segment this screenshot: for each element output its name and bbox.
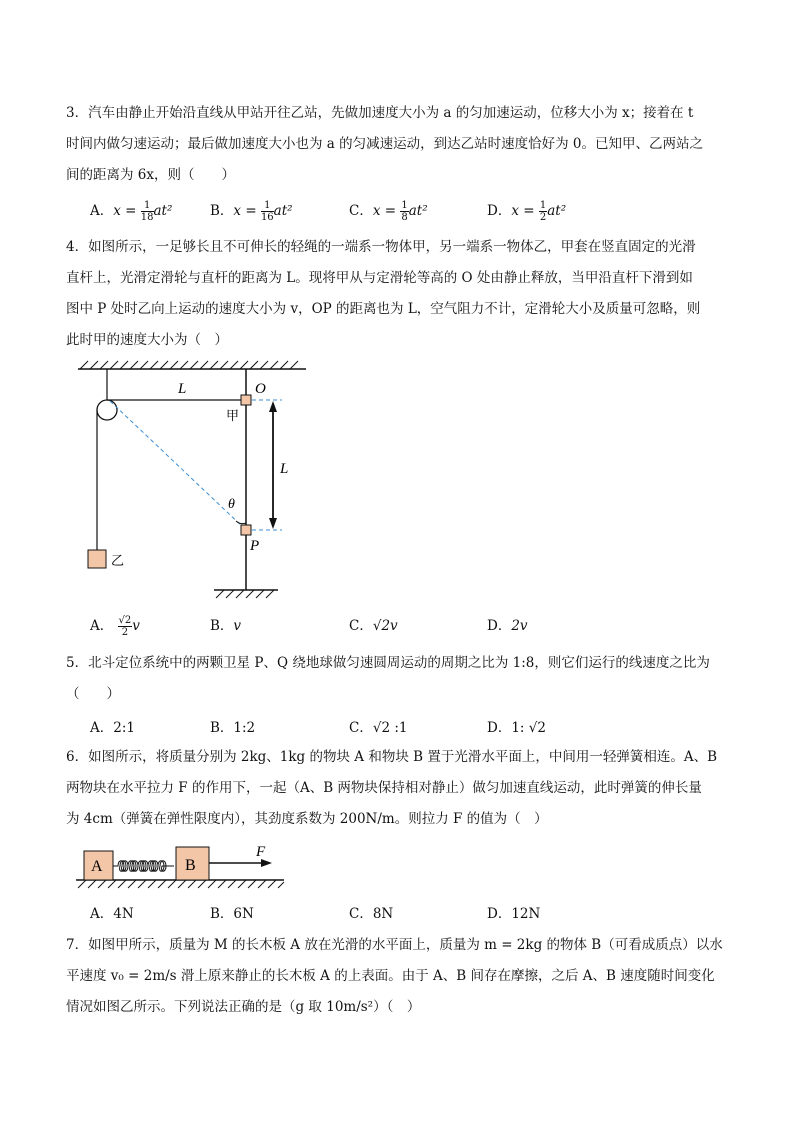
q4-option-c[interactable]: C．√2v xyxy=(349,618,398,634)
q6-option-c[interactable]: C．8N xyxy=(349,906,394,922)
q3-option-d[interactable]: D．x = $\frac{1}{2}$ at² xyxy=(487,200,567,223)
q5-text-line-2: （ ） xyxy=(66,686,120,702)
q7-text-line-1: 7．如图甲所示，质量为 M 的长木板 A 放在光滑的水平面上，质量为 m = 2kg 的物体 B（可看成质点）以水 xyxy=(66,937,723,953)
q4-text-line-1: 4．如图所示，一足够长且不可伸长的轻绳的一端系一物体甲，另一端系一物体乙，甲套在竖直固定的光滑 xyxy=(66,239,696,255)
q4-pulley-figure xyxy=(70,360,320,610)
q7-text-line-3: 情况如图乙所示。下列说法正确的是（g 取 10m/s²）（ ） xyxy=(66,999,421,1015)
q4-text-line-4: 此时甲的速度大小为（ ） xyxy=(66,332,228,348)
q7-text-line-2: 平速度 v₀ = 2m/s 滑上原来静止的长木板 A 的上表面。由于 A、B 间存在摩擦，之后 A、B 速度随时间变化 xyxy=(66,968,715,984)
q4-option-b[interactable]: B．v xyxy=(210,618,242,634)
label-l-side: L xyxy=(280,461,289,477)
q3-option-b[interactable]: B．x = $\frac{1}{16}$ at² xyxy=(210,200,293,223)
q5-option-c[interactable]: C．√2 :1 xyxy=(349,720,408,736)
q6-option-a[interactable]: A．4N xyxy=(90,906,134,922)
q3-text-line-3: 间的距离为 6x，则（ ） xyxy=(66,167,235,183)
label-f: F xyxy=(256,844,266,860)
label-theta: θ xyxy=(228,497,235,512)
q5-option-b[interactable]: B．1:2 xyxy=(210,720,256,736)
q6-spring-figure xyxy=(70,838,290,894)
q3-text-line-2: 时间内做匀速运动；最后做加速度大小也为 a 的匀减速运动，到达乙站时速度恰好为 0。已知甲、乙两站之 xyxy=(66,136,704,152)
q4-options xyxy=(90,614,730,636)
q5-option-d[interactable]: D．1: √2 xyxy=(487,720,546,736)
label-a: A xyxy=(91,858,103,875)
q3-options xyxy=(90,199,730,221)
q6-text-line-1: 6．如图所示，将质量分别为 2kg、1kg 的物块 A 和物块 B 置于光滑水平面上，中间用一轻弹簧相连。A、B xyxy=(66,749,717,765)
label-o: O xyxy=(255,381,266,397)
q4-option-a[interactable]: A． $\frac{√2}{2}$ v xyxy=(90,615,140,638)
q5-option-a[interactable]: A．2:1 xyxy=(90,720,135,736)
block-jia-at-o xyxy=(241,395,251,405)
spring xyxy=(113,861,174,872)
q6-options xyxy=(90,902,730,924)
q3-option-c[interactable]: C．x = $\frac{1}{8}$ at² xyxy=(349,200,428,223)
label-b: B xyxy=(185,857,196,874)
q5-options xyxy=(90,716,730,738)
q6-option-b[interactable]: B．6N xyxy=(210,906,254,922)
q3-text-line-1: 3．汽车由静止开始沿直线从甲站开往乙站，先做加速度大小为 a 的匀加速运动，位移大小为 x；接着在 t xyxy=(66,105,694,121)
label-p: P xyxy=(250,538,260,554)
q6-option-d[interactable]: D．12N xyxy=(487,906,541,922)
label-l-top: L xyxy=(178,381,187,397)
q4-option-d[interactable]: D．2v xyxy=(487,618,528,634)
block-at-p xyxy=(241,525,251,535)
label-jia: 甲 xyxy=(226,408,240,423)
pulley-wheel xyxy=(97,400,117,420)
block-yi xyxy=(88,550,106,568)
label-yi: 乙 xyxy=(111,553,125,568)
q4-text-line-2: 直杆上，光滑定滑轮与直杆的距离为 L。现将甲从与定滑轮等高的 O 处由静止释放，当甲沿直杆下滑到如 xyxy=(66,270,693,286)
q5-text-line-1: 5．北斗定位系统中的两颗卫星 P、Q 绕地球做匀速圆周运动的周期之比为 1:8，则它们运行的线速度之比为 xyxy=(66,655,710,671)
q3-option-a[interactable]: A．x = $\frac{1}{18}$ at² xyxy=(90,200,173,223)
q6-text-line-3: 为 4cm（弹簧在弹性限度内），其劲度系数为 200N/m。则拉力 F 的值为（ ） xyxy=(66,811,548,827)
q6-text-line-2: 两物块在水平拉力 F 的作用下，一起（A、B 两物块保持相对静止）做匀加速直线运动，此时弹簧的伸长量 xyxy=(66,780,702,796)
q4-text-line-3: 图中 P 处时乙向上运动的速度大小为 v，OP 的距离也为 L，空气阻力不计，定滑轮大小及质量可忽略，则 xyxy=(66,301,701,317)
